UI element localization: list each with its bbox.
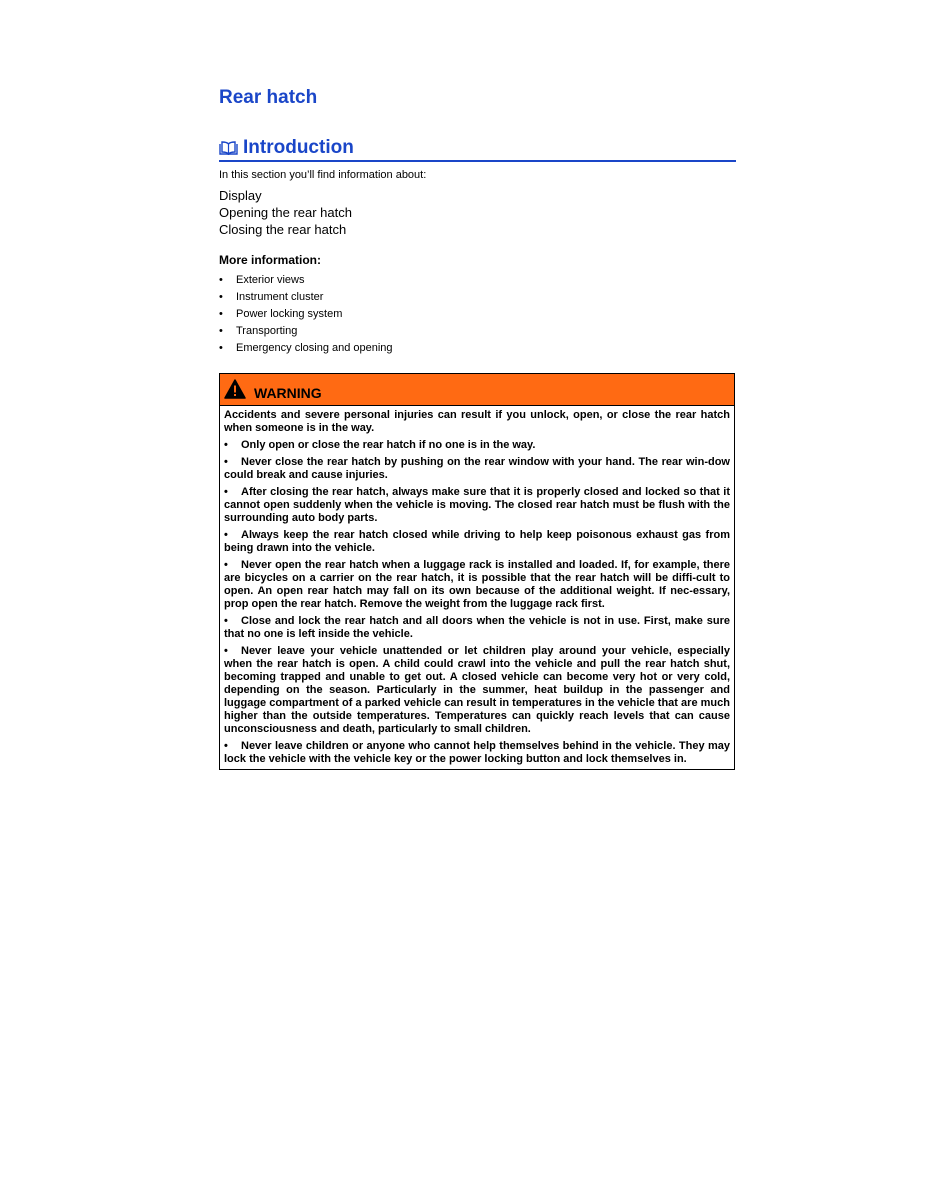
bullet: •: [219, 342, 223, 354]
more-info-heading: More information:: [219, 253, 321, 267]
more-info-item-label: Power locking system: [236, 308, 343, 320]
bullet: •: [224, 439, 228, 451]
warning-item-text: Never leave your vehicle unattended or let children play around your vehicle, especially when the rear hatch is open. A child could crawl into the vehicle and pull the rear hatch shut, becoming trapped and unable to get out. A closed vehicle can become very hot or very cold, depending on the season. Particularly in the summer, heat buildup in the passenger and luggage compartment of a parked vehicle can result in temperatures in the vehicle that are much higher than the outside temperatures. Temperatures can quickly reach levels that can cause unconsciousness and death, particularly to small children.: [224, 645, 730, 735]
warning-item-text: Never leave children or anyone who cannot help themselves behind in the vehicle. They may lock the vehicle with the vehicle key or the power locking button and lock themselves in.: [224, 740, 730, 765]
more-info-item-label: Exterior views: [236, 274, 305, 286]
more-info-item[interactable]: [219, 289, 393, 306]
warning-item-text: Only open or close the rear hatch if no one is in the way.: [241, 439, 536, 451]
bullet: •: [219, 274, 223, 286]
bullet: •: [224, 615, 228, 627]
warning-header: [220, 374, 734, 406]
more-info-item-label: Emergency closing and opening: [236, 342, 393, 354]
intro-text: In this section you’ll find information about:: [219, 169, 427, 181]
warning-item: [224, 645, 730, 736]
warning-lead: Accidents and severe personal injuries can result if you unlock, open, or close the rear hatch when someone is in the way.: [224, 409, 730, 434]
warning-item: [224, 439, 730, 452]
bullet: •: [219, 325, 223, 337]
bullet: •: [224, 456, 228, 468]
warning-item: [224, 559, 730, 611]
bullet: •: [219, 291, 223, 303]
more-info-item[interactable]: [219, 306, 393, 323]
section-title: Introduction: [243, 136, 354, 158]
chapter-title: Rear hatch: [219, 87, 318, 108]
bullet: •: [224, 645, 228, 657]
warning-item-text: Always keep the rear hatch closed while driving to help keep poisonous exhaust gas from being drawn into the vehicle.: [224, 529, 730, 554]
topic-link-display[interactable]: Display: [219, 188, 262, 203]
warning-body: [220, 406, 734, 769]
more-info-item[interactable]: [219, 323, 393, 340]
more-info-item-label: Instrument cluster: [236, 291, 324, 303]
more-info-item-label: Transporting: [236, 325, 298, 337]
topic-link-opening[interactable]: Opening the rear hatch: [219, 205, 352, 220]
more-info-item[interactable]: [219, 340, 393, 357]
warning-triangle-icon: [224, 379, 246, 399]
topic-link-closing[interactable]: Closing the rear hatch: [219, 222, 347, 237]
warning-item: [224, 456, 730, 482]
section-heading: [219, 135, 736, 162]
warning-item: [224, 529, 730, 555]
warning-item-text: Never open the rear hatch when a luggage rack is installed and loaded. If, for example, there are bicycles on a carrier on the rear hatch, it is possible that the rear hatch will be diffi-cult to open. An open rear hatch may fall on its own because of the additional weight. If nec-essary, prop open the rear hatch. Remove the weight from the luggage rack first.: [224, 559, 730, 610]
warning-item: [224, 740, 730, 766]
topic-list: [219, 187, 352, 238]
book-icon: [219, 141, 238, 156]
warning-item-text: Never close the rear hatch by pushing on the rear window with your hand. The rear win-dow could break and cause injuries.: [224, 456, 730, 481]
warning-item: [224, 486, 730, 525]
bullet: •: [219, 308, 223, 320]
bullet: •: [224, 740, 228, 752]
bullet: •: [224, 529, 228, 541]
warning-item-text: Close and lock the rear hatch and all doors when the vehicle is not in use. First, make sure that no one is left inside the vehicle.: [224, 615, 730, 640]
more-info-item[interactable]: [219, 272, 393, 289]
bullet: •: [224, 559, 228, 571]
bullet: •: [224, 486, 228, 498]
more-info-list: [219, 272, 393, 357]
warning-box: [219, 373, 735, 770]
warning-item: [224, 615, 730, 641]
warning-title: WARNING: [254, 384, 322, 401]
warning-item-text: After closing the rear hatch, always make sure that it is properly closed and locked so that it cannot open suddenly when the vehicle is moving. The closed rear hatch must be flush with the surrounding auto body parts.: [224, 486, 730, 524]
